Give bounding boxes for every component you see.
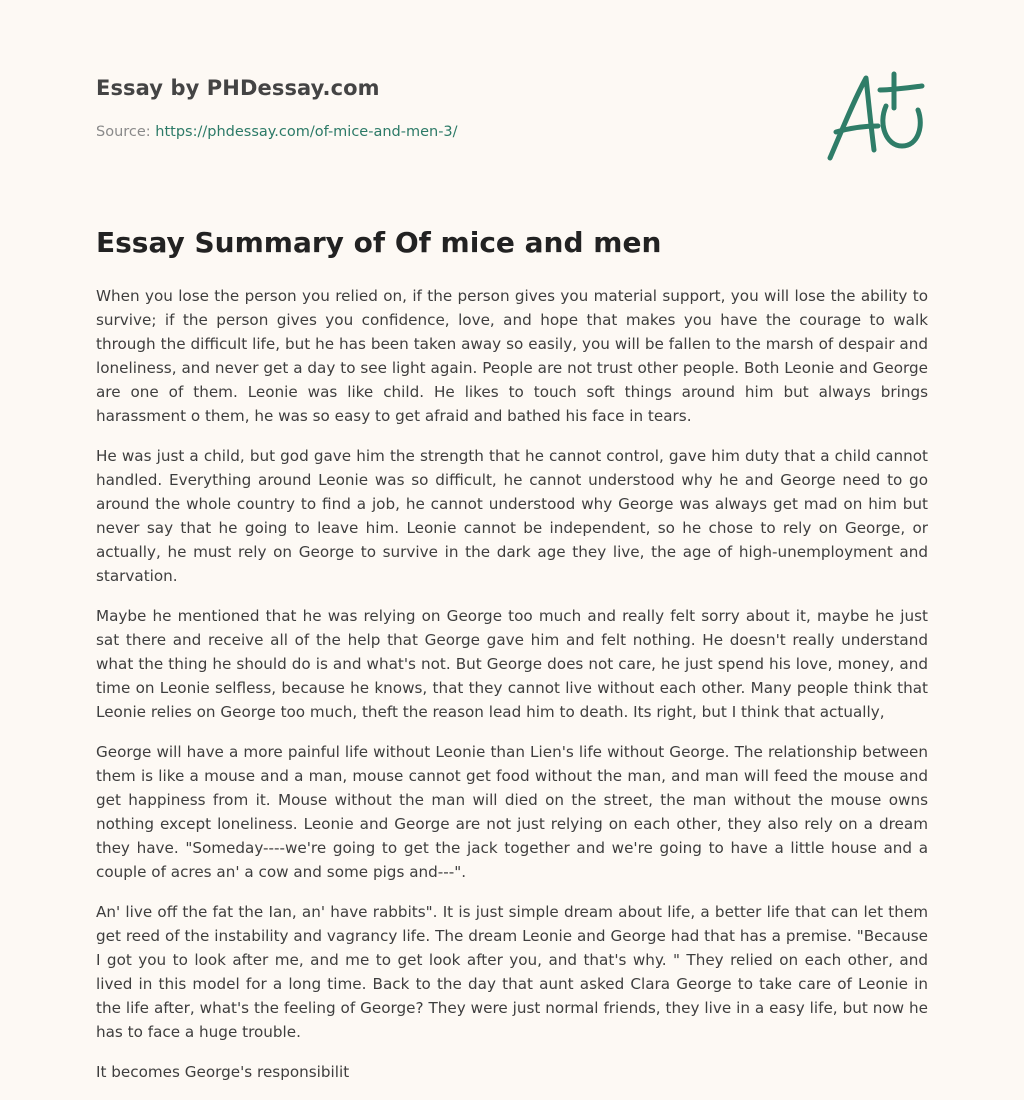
a-plus-grade-icon [822,66,928,166]
essay-paragraph-5: An' live off the fat the Ian, an' have rabbits". It is just simple dream about life, a better life that can let them get reed of the instability and vagrancy life. The dream Leonie and George had that has a premise. "Because I got you to look after me, and me to get look after you, and that's why. " They relied on each other, and lived in this model for a long time. Back to the day that aunt asked Clara George to take care of Leonie in the life after, what's the feeling of George? They were just normal friends, they live in a easy life, but now he has to face a huge trouble. [96,903,928,1041]
source-label: Source: [96,124,151,140]
site-brand: Essay by PHDessay.com [96,76,380,100]
a-plus-logo-svg [822,66,928,166]
essay-paragraph-3: Maybe he mentioned that he was relying on George too much and really felt sorry about it, maybe he just sat there and receive all of the help that George gave him and felt nothing. He doesn't really understand what the thing he should do is and what's not. But George does not care, he just spend his love, money, and time on Leonie selfless, because he knows, that they cannot live without each other. Many people think that Leonie relies on George too much, theft the reason lead him to death. Its right, but I think that actually, [96,607,928,721]
source-link[interactable]: https://phdessay.com/of-mice-and-men-3/ [155,124,458,140]
essay-paragraph-1: When you lose the person you relied on, if the person gives you material support, you will lose the ability to survive; if the person gives you confidence, love, and hope that makes you have the courage to walk through the difficult life, but he has been taken away so easily, you will be fallen to the marsh of despair and loneliness, and never get a day to see light again. People are not trust other people. Both Leonie and George are one of them. Leonie was like child. He likes to touch soft things around him but always brings harassment o them, he was so easy to get afraid and bathed his face in tears. [96,287,928,425]
essay-body [96,284,928,1100]
essay-title: Essay Summary of Of mice and men [96,226,662,259]
source-line [96,124,458,140]
essay-paragraph-2: He was just a child, but god gave him the strength that he cannot control, gave him duty that a child cannot handled. Everything around Leonie was so difficult, he cannot understood why he and George need to go around the whole country to find a job, he cannot understood why George was always get mad on him but never say that he going to leave him. Leonie cannot be independent, so he chose to rely on George, or actually, he must rely on George to survive in the dark age they live, the age of high-unemployment and starvation. [96,447,928,585]
essay-paragraph-4: George will have a more painful life without Leonie than Lien's life without George. The relationship between them is like a mouse and a man, mouse cannot get food without the man, and man will feed the mouse and get happiness from it. Mouse without the man will died on the street, the man without the mouse owns nothing except loneliness. Leonie and George are not just relying on each other, they also rely on a dream they have. "Someday----we're going to get the jack together and we're going to have a little house and a couple of acres an' a cow and some pigs and---". [96,743,928,881]
essay-paragraph-6: It becomes George's responsibilit [96,1063,350,1081]
